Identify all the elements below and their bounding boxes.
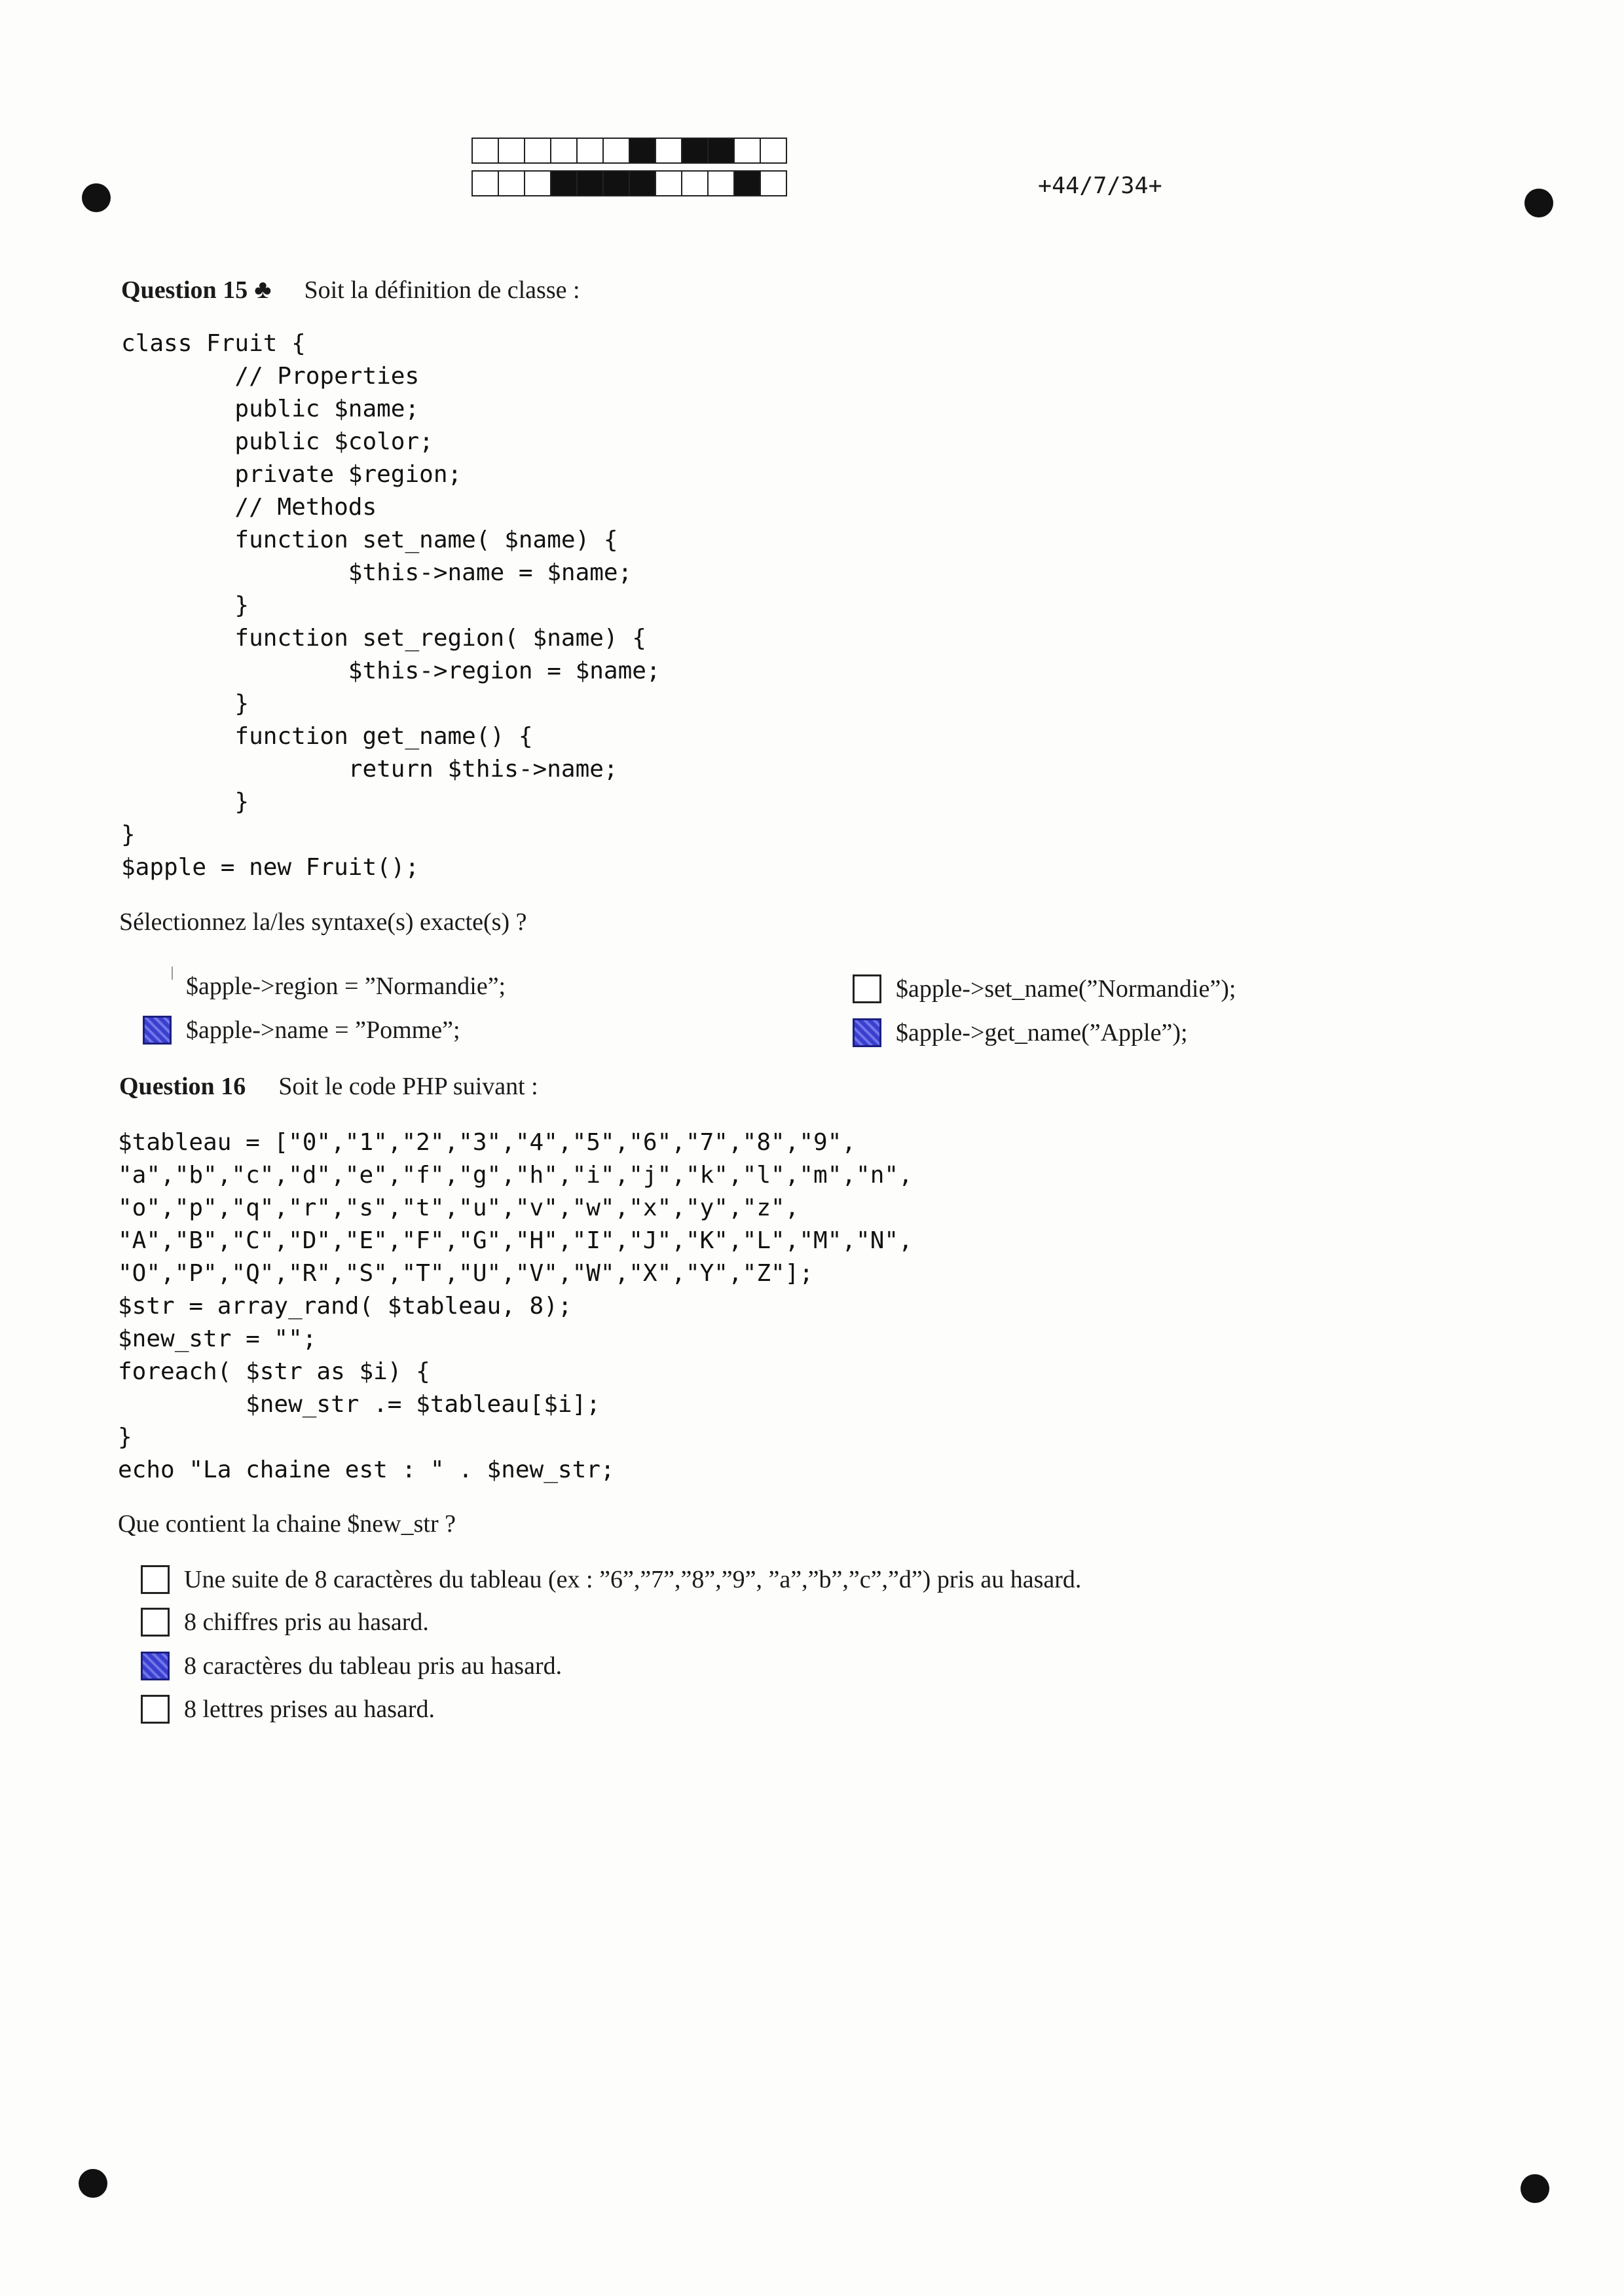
- q16-answer-1-checkbox[interactable]: [141, 1565, 170, 1594]
- q15-answer-4-checkbox[interactable]: [853, 1018, 881, 1047]
- q16-answer-4-text: 8 lettres prises au hasard.: [184, 1695, 435, 1723]
- question-16-code: $tableau = ["0","1","2","3","4","5","6","7","8","9", "a","b","c","d","e","f","g","h","i","j","k","l","m","n", "o","p","q","r","s","t","u","v","w","x","y","z", "A","B","C","D","E","F","G","H","I","J","K","L","M","N", "O","P","Q","R","S","T","U","V","W","X","Y","Z"]; $str = array_rand( $tableau, 8); $new_str = ""; foreach( $str as $i) { $new_str .= $tableau[$i]; } echo "La chaine est : " . $new_str;: [118, 1129, 913, 1483]
- registration-mark-top-left: [82, 183, 111, 212]
- question-15-prompt: Sélectionnez la/les syntaxe(s) exacte(s) ?: [119, 908, 527, 936]
- q16-answer-4[interactable]: [141, 1695, 435, 1724]
- barcode-cell: [681, 138, 709, 164]
- q16-answer-2-text: 8 chiffres pris au hasard.: [184, 1608, 429, 1636]
- q15-answer-1[interactable]: [143, 972, 506, 1001]
- q15-answer-1-text: $apple->region = ”Normandie”;: [186, 972, 506, 1000]
- barcode-cell: [707, 170, 735, 196]
- barcode-row-2: [471, 170, 786, 196]
- question-16-text: Soit le code PHP suivant :: [278, 1073, 538, 1100]
- club-icon: ♣: [254, 274, 272, 304]
- q15-answer-2[interactable]: [853, 974, 1236, 1003]
- barcode-cell: [602, 170, 630, 196]
- barcode-cell: [707, 138, 735, 164]
- question-15-title: [121, 274, 580, 305]
- barcode-cell: [733, 170, 761, 196]
- q16-answer-2[interactable]: [141, 1608, 429, 1637]
- q15-answer-3-text: $apple->name = ”Pomme”;: [186, 1016, 460, 1044]
- q16-answer-3[interactable]: [141, 1652, 562, 1680]
- barcode-cell: [655, 138, 682, 164]
- q16-answer-1[interactable]: [141, 1565, 1081, 1594]
- page-code: +44/7/34+: [1038, 173, 1162, 199]
- registration-mark-bottom-right: [1521, 2174, 1549, 2203]
- q15-answer-4-text: $apple->get_name(”Apple”);: [896, 1019, 1188, 1046]
- q15-answer-3-checkbox[interactable]: [143, 1016, 172, 1045]
- question-15-code: class Fruit { // Properties public $name; public $color; private $region; // Methods function set_name( $name) { $this->name = $name; } function set_region( $name) { $this->region = $name; } function get_name() { return $this->name; } } $apple = new Fruit();: [121, 330, 661, 881]
- barcode-cell: [629, 138, 656, 164]
- barcode-cell: [498, 170, 525, 196]
- q15-answer-3[interactable]: [143, 1016, 460, 1045]
- q15-answer-1-checkbox[interactable]: [143, 972, 172, 1001]
- registration-mark-bottom-left: [79, 2169, 107, 2198]
- barcode-cell: [550, 170, 578, 196]
- barcode-cell: [471, 138, 499, 164]
- q16-answer-3-checkbox[interactable]: [141, 1652, 170, 1680]
- barcode-cell: [550, 138, 578, 164]
- registration-mark-top-right: [1524, 189, 1553, 217]
- barcode-cell: [498, 138, 525, 164]
- barcode-cell: [760, 138, 787, 164]
- barcode-cell: [524, 170, 551, 196]
- barcode-cell: [760, 170, 787, 196]
- barcode-cell: [471, 170, 499, 196]
- question-16-prompt: Que contient la chaine $new_str ?: [118, 1510, 456, 1538]
- barcode-cell: [524, 138, 551, 164]
- q15-answer-2-text: $apple->set_name(”Normandie”);: [896, 975, 1236, 1003]
- question-15-text: Soit la définition de classe :: [304, 276, 580, 304]
- q16-answer-2-checkbox[interactable]: [141, 1608, 170, 1637]
- barcode-cell: [602, 138, 630, 164]
- barcode-cell: [655, 170, 682, 196]
- barcode-row-1: [471, 138, 786, 164]
- barcode-cell: [576, 138, 604, 164]
- q16-answer-3-text: 8 caractères du tableau pris au hasard.: [184, 1652, 563, 1680]
- q16-answer-1-text: Une suite de 8 caractères du tableau (ex : ”6”,”7”,”8”,”9”, ”a”,”b”,”c”,”d”) pris au hasard.: [184, 1566, 1082, 1593]
- q16-answer-4-checkbox[interactable]: [141, 1695, 170, 1724]
- question-16-label: Question 16: [119, 1073, 246, 1100]
- question-15-label: Question 15: [121, 276, 248, 304]
- barcode-cell: [681, 170, 709, 196]
- barcode-cell: [733, 138, 761, 164]
- question-16-title: [119, 1072, 538, 1101]
- q15-answer-4[interactable]: [853, 1018, 1188, 1047]
- barcode-cell: [629, 170, 656, 196]
- barcode-cell: [576, 170, 604, 196]
- q15-answer-2-checkbox[interactable]: [853, 974, 881, 1003]
